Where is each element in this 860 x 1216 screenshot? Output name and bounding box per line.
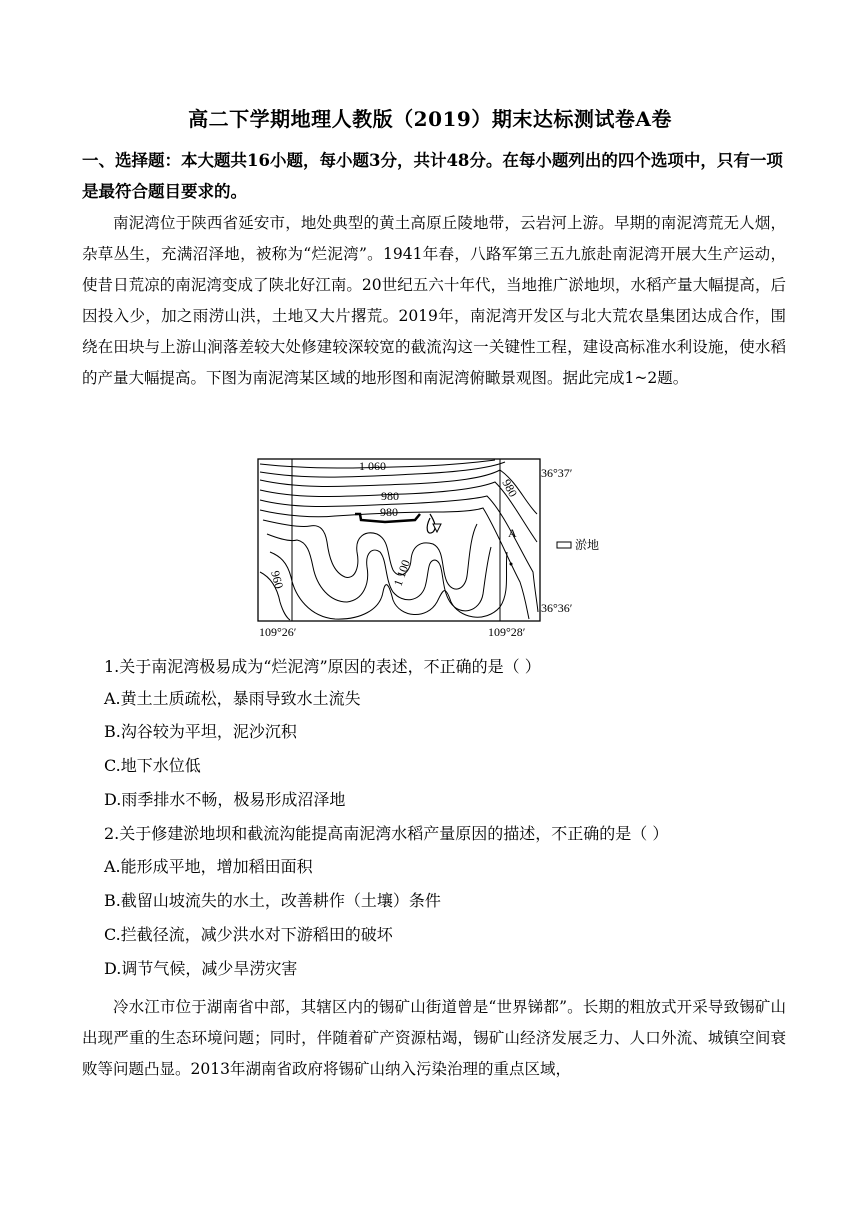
passage-nanniwan: 南泥湾位于陕西省延安市，地处典型的黄土高原丘陵地带，云岩河上游。早期的南泥湾荒无人烟，杂草丛生，充满沼泽地，被称为“烂泥湾”。1941年春，八路军第三五九旅赴南泥湾开展大生产运动，使昔日荒凉的南泥湾变成了陕北好江南。20世纪五六十年代，当地推广淤地坝，水稻产量大幅提高，后因投入少，加之雨涝山洪，土地又大片撂荒。2019年，南泥湾开发区与北大荒农垦集团达成合作，围绕在田块与上游山涧落差较大处修建较深较宽的截流沟这一关键性工程，建设高标准水利设施，使水稻的产量大幅提高。下图为南泥湾某区域的地形图和南泥湾俯瞰景观图。据此完成1~2题。 [82,214,786,387]
question-2-option-b: B.截留山坡流失的水土，改善耕作（土壤）条件 [104,891,441,910]
contour-label-1100: 1 100 [390,557,414,589]
lat-top-label: 36°37′ [541,466,573,480]
question-2-option-a: A.能形成平地，增加稻田面积 [104,857,313,876]
contour-label-980-c: 980 [499,476,521,500]
lon-right-label: 109°28′ [488,625,526,639]
point-a-marker [510,563,513,566]
contour-lines [260,460,538,620]
map-inner-frame [292,459,500,621]
legend-swatch [557,542,571,548]
contour-label-960: 960 [268,569,287,591]
question-2-option-d: D.调节气候，减少旱涝灾害 [104,959,298,978]
passage-lengshuijiang: 冷水江市位于湖南省中部，其辖区内的锡矿山街道曾是“世界锑都”。长期的粗放式开采导致锡矿山出现严重的生态环境问题；同时，伴随着矿产资源枯竭，锡矿山经济发展乏力、人口外流、城镇空间衰败等问题凸显。2013年湖南省政府将锡矿山纳入污染治理的重点区域， [82,998,786,1078]
legend-label: 淤地 [575,538,600,552]
question-1-option-d: D.雨季排水不畅，极易形成沼泽地 [104,790,346,809]
section-heading: 一、选择题：本大题共16小题，每小题3分，共计48分。在每小题列出的四个选项中，只有一项是最符合题目要求的。 [82,151,783,201]
contour-label-1060: 1 060 [359,459,386,473]
contour-map-figure [255,452,615,642]
contour-label-980-a: 980 [381,489,399,503]
question-1-option-a: A.黄土土质疏松，暴雨导致水土流失 [104,689,361,708]
question-2-stem: 2.关于修建淤地坝和截流沟能提高南泥湾水稻产量原因的描述，不正确的是（ ） [104,824,669,843]
question-1-stem: 1.关于南泥湾极易成为“烂泥湾”原因的表述，不正确的是（ ） [104,657,541,676]
point-a-label: A [508,526,517,540]
contour-map [255,452,615,642]
lon-left-label: 109°26′ [259,625,297,639]
contour-label-980-b: 980 [380,505,398,519]
question-1-option-c: C.地下水位低 [104,756,201,775]
page-title: 高二下学期地理人教版（2019）期末达标测试卷A卷 [188,107,672,131]
question-2-option-c: C.拦截径流，减少洪水对下游稻田的破坏 [104,925,393,944]
question-1-option-b: B.沟谷较为平坦，泥沙沉积 [104,722,297,741]
map-frame [258,459,540,621]
lat-bottom-label: 36°36′ [541,601,573,615]
